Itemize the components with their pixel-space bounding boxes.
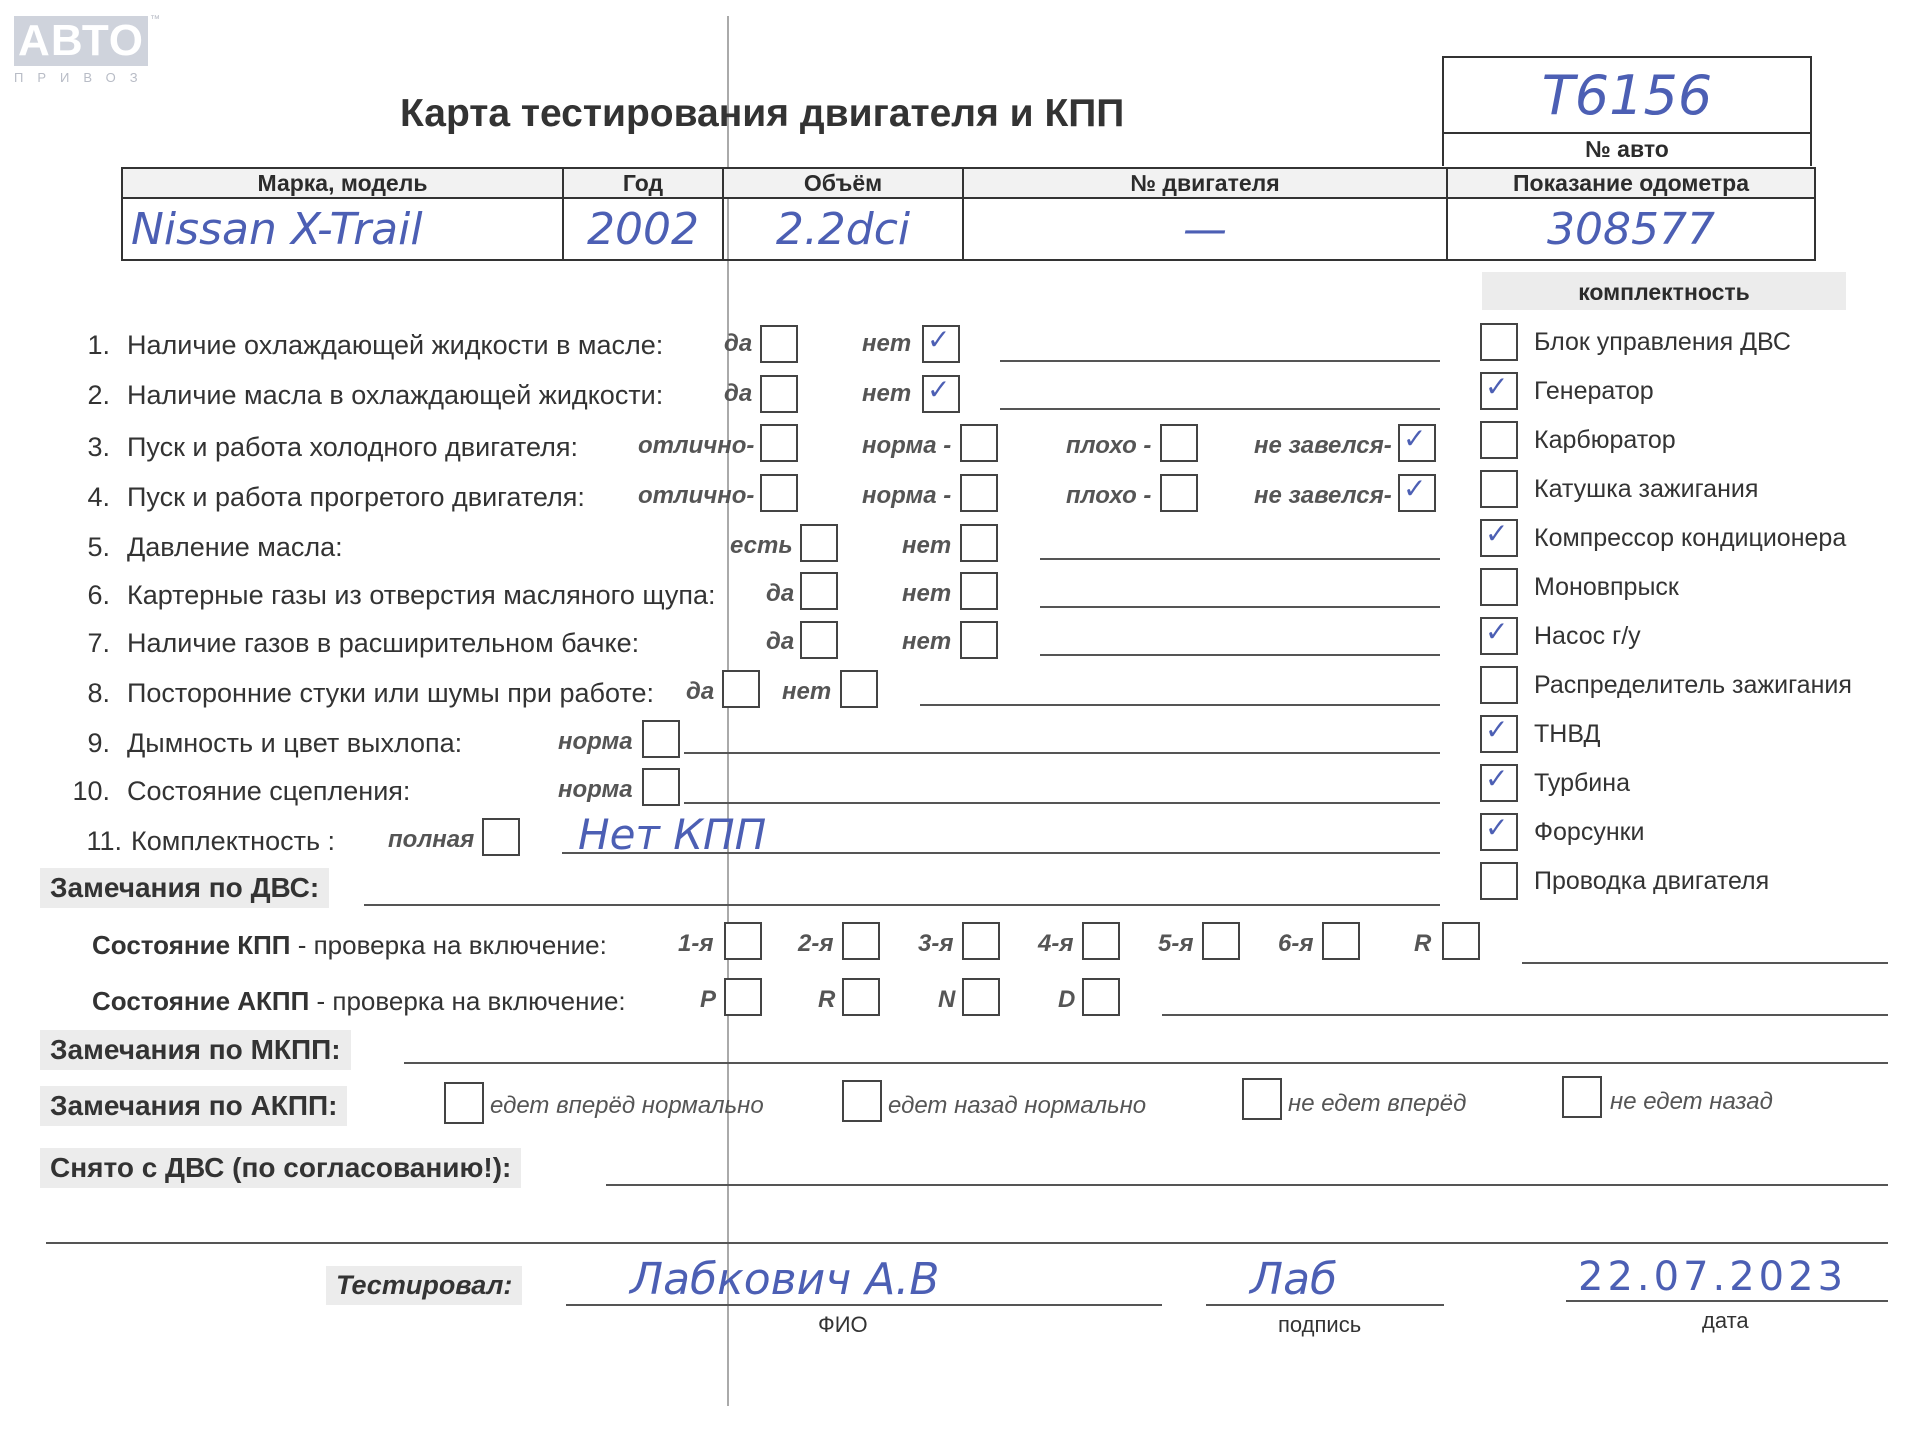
question-warm-start: Пуск и работа прогретого двигателя: [127,482,585,512]
kpp-label-bold: Состояние КПП [92,930,291,960]
komplekt-turbo-checkbox[interactable] [1480,764,1518,802]
option-label: отлично- [638,482,755,509]
question-number: 9. [87,728,110,758]
option-label: да [766,628,795,655]
question-number: 7. [87,628,110,658]
komplekt-item-label: Моновпрыск [1534,573,1679,601]
gear-label: R [1414,930,1432,957]
akpp-label-bold: Состояние АКПП [92,986,310,1016]
option-label: нет [782,678,832,705]
option-label: норма - [862,432,952,459]
question-oil-pressure: Давление масла: [127,532,343,562]
answer-line [562,852,1440,854]
option-label: да [686,678,715,705]
engine-number-value: — [963,198,1447,260]
komplekt-item-label: Блок управления ДВС [1534,328,1791,356]
gear-label: P [700,986,717,1013]
gear-label: 5-я [1158,930,1194,957]
make-label: Марка, модель [122,168,563,198]
akpp-line [1162,1014,1888,1016]
q10-normal-checkbox[interactable] [642,768,680,806]
answer-line [1040,558,1440,560]
signature-caption: подпись [1278,1312,1362,1337]
auto-number-box [1442,56,1812,166]
q11-full-checkbox[interactable] [482,818,520,856]
akpp-remark-option: не едет вперёд [1288,1090,1467,1117]
komplekt-ignition-coil-checkbox[interactable] [1480,470,1518,508]
question-number: 1. [87,330,110,360]
komplekt-item-label: Турбина [1534,769,1630,797]
option-label: есть [730,532,793,559]
q3-normal-checkbox[interactable] [960,424,998,462]
auto-number-label: № авто [1444,132,1810,163]
komplekt-item-label: Форсунки [1534,818,1645,846]
komplekt-item-label: ТНВД [1534,720,1601,748]
akpp-remark-option: едет назад нормально [888,1092,1147,1119]
removed-label: Снято с ДВС (по согласованию!): [40,1148,521,1188]
question-oil-in-coolant: Наличие масла в охлаждающей жидкости: [127,380,664,410]
answer-line [1000,408,1440,410]
question-completeness: Комплектность : [131,826,336,856]
option-label: не завелся- [1254,482,1392,509]
q3-bad-checkbox[interactable] [1160,424,1198,462]
date-caption: дата [1702,1308,1749,1333]
q4-not-started-checkbox[interactable] [1398,474,1436,512]
signature-value: Лаб [1250,1254,1338,1305]
akpp-reverse-ok-checkbox[interactable] [842,1080,882,1122]
year-value: 2002 [563,198,723,260]
removed-line-2 [46,1242,1888,1244]
gear-label: R [818,986,836,1013]
option-label: отлично- [638,432,755,459]
answer-line [684,752,1440,754]
komplekt-item-label: Катушка зажигания [1534,475,1759,503]
logo-trademark: ™ [150,14,160,25]
vehicle-header-table [121,167,1816,261]
checkmark-icon: ✓ [1485,762,1509,795]
answer-line [1040,606,1440,608]
volume-label: Объём [723,168,963,198]
kpp-gear-3-checkbox[interactable] [962,922,1000,960]
checkmark-icon: ✓ [1403,472,1427,505]
page-title: Карта тестирования двигателя и КПП [400,92,1125,135]
checkmark-icon: ✓ [1403,422,1427,455]
option-label: плохо - [1066,482,1152,509]
komplekt-ac-compressor-checkbox[interactable] [1480,519,1518,557]
q4-normal-checkbox[interactable] [960,474,998,512]
q5-yes-checkbox[interactable] [800,524,838,562]
option-label: плохо - [1066,432,1152,459]
akpp-no-forward-checkbox[interactable] [1242,1078,1282,1120]
kpp-gear-2-checkbox[interactable] [842,922,880,960]
komplekt-monoinjection-checkbox[interactable] [1480,568,1518,606]
completeness-note: Нет КПП [578,810,767,859]
question-exhaust-smoke: Дымность и цвет выхлопа: [127,728,463,758]
akpp-forward-ok-checkbox[interactable] [444,1082,484,1124]
q2-no-checkbox[interactable] [922,375,960,413]
question-number: 4. [87,482,110,512]
option-label: норма - [862,482,952,509]
checkmark-icon: ✓ [1485,713,1509,746]
option-label: да [724,380,753,407]
remarks-akpp-label: Замечания по АКПП: [40,1086,347,1126]
logo-subtitle: ПРИВОЗ [14,70,152,85]
question-expansion-tank-gases: Наличие газов в расширительном бачке: [127,628,640,658]
question-number: 5. [87,532,110,562]
option-label: нет [862,330,912,357]
option-label: нет [902,532,952,559]
remarks-mkpp-line [404,1062,1888,1064]
komplekt-title: комплектность [1482,272,1846,310]
answer-line [684,802,1440,804]
komplekt-injection-pump-checkbox[interactable] [1480,715,1518,753]
fio-caption: ФИО [818,1312,868,1337]
q6-yes-checkbox[interactable] [800,572,838,610]
komplekt-wiring-checkbox[interactable] [1480,862,1518,900]
date-line [1566,1300,1888,1302]
q4-bad-checkbox[interactable] [1160,474,1198,512]
question-number: 11. [86,826,122,856]
option-label: норма [558,728,633,755]
kpp-gear-1-checkbox[interactable] [724,922,762,960]
q1-no-checkbox[interactable] [922,325,960,363]
engine-number-label: № двигателя [963,168,1447,198]
question-number: 6. [87,580,110,610]
make-value: Nissan X-Trail [122,198,563,260]
odometer-value: 308577 [1447,198,1815,260]
q8-no-checkbox[interactable] [840,670,878,708]
kpp-label [92,930,607,961]
checkmark-icon: ✓ [1485,517,1509,550]
question-number: 3. [87,432,110,462]
q3-excellent-checkbox[interactable] [760,424,798,462]
akpp-remark-option: не едет назад [1610,1088,1773,1115]
signature-line [1206,1304,1444,1306]
akpp-label [92,986,626,1017]
tested-label: Тестировал: [326,1266,522,1305]
kpp-gear-6-checkbox[interactable] [1322,922,1360,960]
komplekt-item-label: Карбюратор [1534,426,1676,454]
answer-line [1000,360,1440,362]
question-crankcase-gases: Картерные газы из отверстия масляного щупа: [127,580,716,610]
question-number: 8. [87,678,110,708]
kpp-gear-4-checkbox[interactable] [1082,922,1120,960]
komplekt-ecu-checkbox[interactable] [1480,323,1518,361]
gear-label: 4-я [1038,930,1074,957]
remarks-dvs-label: Замечания по ДВС: [40,868,329,908]
komplekt-item-label: Генератор [1534,377,1654,405]
q1-yes-checkbox[interactable] [760,325,798,363]
question-number: 2. [87,380,110,410]
tester-name-value: Лабкович А.В [630,1254,940,1305]
checkmark-icon: ✓ [1485,615,1509,648]
q7-yes-checkbox[interactable] [800,621,838,659]
komplekt-item-label: Компрессор кондиционера [1534,524,1847,552]
option-label: норма [558,776,633,803]
gear-label: 3-я [918,930,954,957]
option-label: нет [862,380,912,407]
option-label: да [766,580,795,607]
question-cold-start: Пуск и работа холодного двигателя: [127,432,578,462]
q7-no-checkbox[interactable] [960,621,998,659]
akpp-label-rest: - проверка на включение: [309,986,626,1016]
question-number: 10. [72,776,110,806]
gear-label: 6-я [1278,930,1314,957]
q3-not-started-checkbox[interactable] [1398,424,1436,462]
avto-privoz-logo: АВТО [14,16,148,66]
option-label: не завелся- [1254,432,1392,459]
q2-yes-checkbox[interactable] [760,375,798,413]
question-knocking-noise: Посторонние стуки или шумы при работе: [127,678,654,708]
komplekt-item-label: Распределитель зажигания [1534,671,1852,699]
option-label: нет [902,628,952,655]
komplekt-generator-checkbox[interactable] [1480,372,1518,410]
q5-no-checkbox[interactable] [960,524,998,562]
akpp-r-checkbox[interactable] [842,978,880,1016]
akpp-d-checkbox[interactable] [1082,978,1120,1016]
checkmark-icon: ✓ [1485,370,1509,403]
komplekt-carburetor-checkbox[interactable] [1480,421,1518,459]
odometer-label: Показание одометра [1447,168,1815,198]
komplekt-ps-pump-checkbox[interactable] [1480,617,1518,655]
komplekt-item-label: Проводка двигателя [1534,867,1770,895]
komplekt-item-label: Насос г/у [1534,622,1641,650]
akpp-remark-option: едет вперёд нормально [490,1092,764,1119]
year-label: Год [563,168,723,198]
akpp-p-checkbox[interactable] [724,978,762,1016]
checkmark-icon: ✓ [927,373,951,406]
auto-number-value: Т6156 [1541,64,1713,127]
q4-excellent-checkbox[interactable] [760,474,798,512]
kpp-label-rest: - проверка на включение: [290,930,607,960]
akpp-no-reverse-checkbox[interactable] [1562,1076,1602,1118]
gear-label: 2-я [798,930,834,957]
kpp-gear-5-checkbox[interactable] [1202,922,1240,960]
akpp-n-checkbox[interactable] [962,978,1000,1016]
komplekt-injectors-checkbox[interactable] [1480,813,1518,851]
removed-line [606,1184,1888,1186]
checkmark-icon: ✓ [927,323,951,356]
answer-line [920,704,1440,706]
komplekt-distributor-checkbox[interactable] [1480,666,1518,704]
checkmark-icon: ✓ [1485,811,1509,844]
gear-label: 1-я [678,930,714,957]
kpp-gear-r-checkbox[interactable] [1442,922,1480,960]
option-label: полная [388,826,475,853]
q8-yes-checkbox[interactable] [722,670,760,708]
remarks-dvs-line [364,904,1440,906]
fio-line [566,1304,1162,1306]
q9-normal-checkbox[interactable] [642,720,680,758]
question-clutch-condition: Состояние сцепления: [127,776,411,806]
option-label: нет [902,580,952,607]
gear-label: D [1058,986,1076,1013]
kpp-line [1522,962,1888,964]
answer-line [1040,654,1440,656]
option-label: да [724,330,753,357]
volume-value: 2.2dci [723,198,963,260]
gear-label: N [938,986,956,1013]
question-coolant-in-oil: Наличие охлаждающей жидкости в масле: [127,330,664,360]
remarks-mkpp-label: Замечания по МКПП: [40,1030,351,1070]
q6-no-checkbox[interactable] [960,572,998,610]
date-value: 22.07.2023 [1578,1254,1848,1300]
